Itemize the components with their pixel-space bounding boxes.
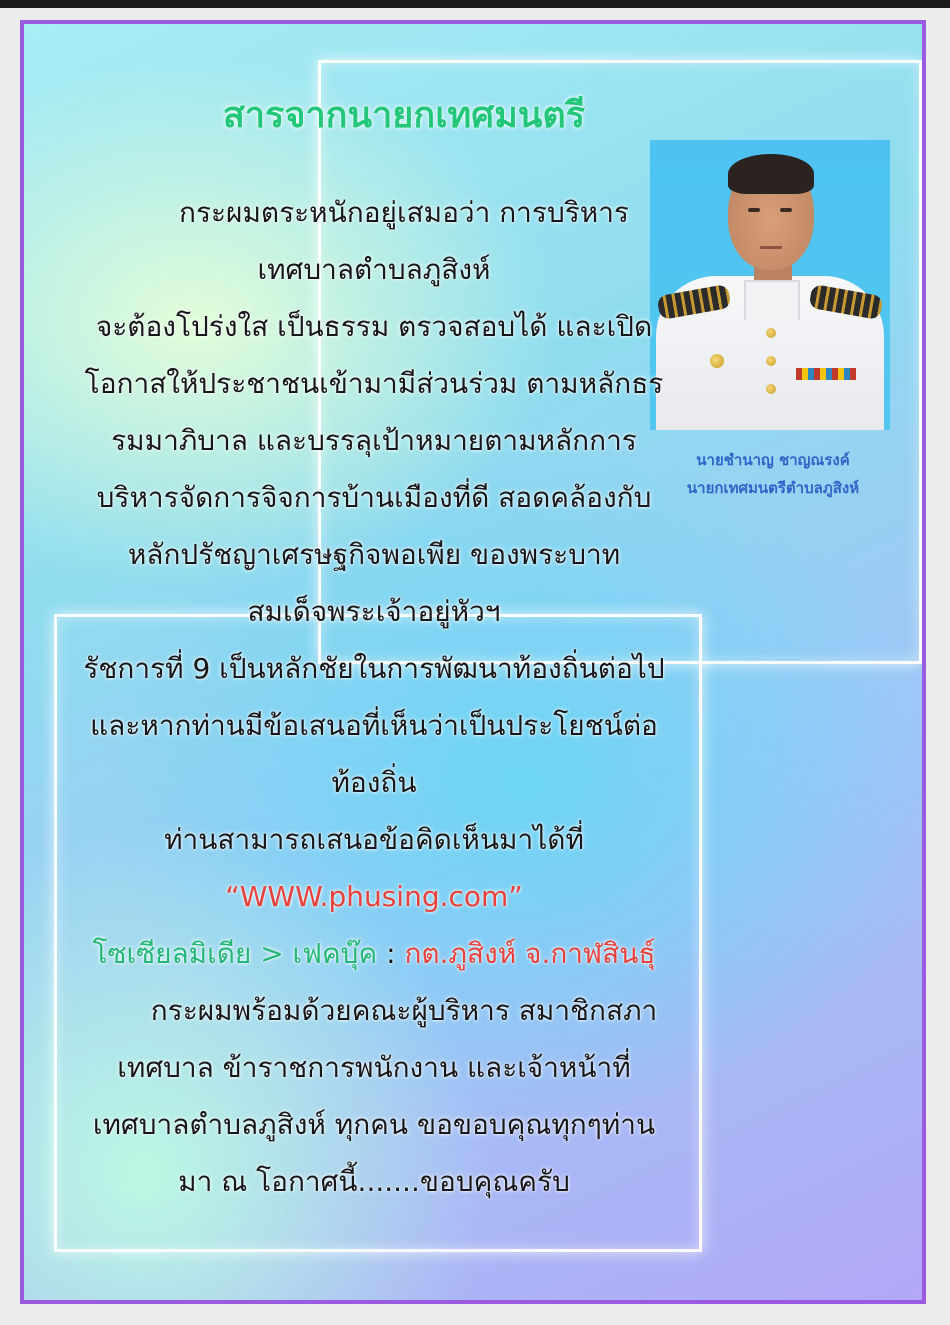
portrait-pin bbox=[710, 354, 724, 368]
portrait-collar bbox=[744, 280, 800, 320]
closing-line: กระผมพร้อมด้วยคณะผู้บริหาร สมาชิกสภา bbox=[150, 994, 658, 1027]
portrait-button bbox=[766, 328, 776, 338]
message-line: โอกาสให้ประชาชนเข้ามามีส่วนร่วม ตามหลักธร bbox=[84, 367, 664, 400]
top-bar bbox=[0, 0, 950, 8]
message-line: ท้องถิ่น bbox=[331, 766, 417, 799]
social-line bbox=[54, 925, 694, 982]
facebook-page-name[interactable]: กต.ภูสิงห์ จ.กาฬสินธุ์ bbox=[404, 937, 656, 970]
portrait-eye-right bbox=[780, 208, 792, 212]
closing-line: มา ณ โอกาศนี้.......ขอบคุณครับ bbox=[178, 1165, 570, 1198]
message-line: หลักปรัชญาเศรษฐกิจพอเพีย ของพระบาท bbox=[127, 538, 621, 571]
message-line: กระผมตระหนักอยู่เสมอว่า การบริหาร bbox=[179, 196, 629, 229]
social-label: โซเซียลมิเดีย > เฟคบุ๊ค bbox=[92, 937, 378, 970]
portrait-mouth bbox=[760, 246, 782, 249]
message-poster bbox=[20, 20, 926, 1304]
message-line: จะต้องโปร่งใส เป็นธรรม ตรวจสอบได้ และเปิด bbox=[95, 310, 653, 343]
message-line: สมเด็จพระเจ้าอยู่หัวฯ bbox=[247, 595, 501, 628]
portrait-button bbox=[766, 384, 776, 394]
poster-title: สารจากนายกเทศมนตรี bbox=[222, 95, 586, 136]
message-line: และหากท่านมีข้อเสนอที่เห็นว่าเป็นประโยชน์ต่อ bbox=[90, 709, 658, 742]
message-line: บริหารจัดการจิจการบ้านเมืองที่ดี สอดคล้องกับ bbox=[96, 481, 652, 514]
mayor-position: นายกเทศมนตรีตำบลภูสิงห์ bbox=[686, 479, 860, 497]
social-separator: : bbox=[377, 937, 405, 970]
message-body bbox=[54, 184, 694, 1210]
message-line: เทศบาลตำบลภูสิงห์ bbox=[257, 253, 491, 286]
closing-line: เทศบาล ข้าราชการพนักงาน และเจ้าหน้าที่ bbox=[117, 1051, 631, 1084]
message-line: ท่านสามารถเสนอข้อคิดเห็นมาได้ที่ bbox=[164, 823, 584, 856]
portrait-hair bbox=[728, 154, 814, 194]
portrait-button bbox=[766, 356, 776, 366]
message-line: รัชการที่ 9 เป็นหลักชัยในการพัฒนาท้องถิ่นต่อไป bbox=[83, 652, 665, 685]
closing-line: เทศบาลตำบลภูสิงห์ ทุกคน ขอขอบคุณทุกๆท่าน bbox=[92, 1108, 656, 1141]
portrait-medal-ribbon bbox=[796, 368, 856, 380]
mayor-name: นายชำนาญ ชาญณรงค์ bbox=[696, 451, 850, 469]
portrait-eye-left bbox=[748, 208, 760, 212]
message-line: รมมาภิบาล และบรรลุเป้าหมายตามหลักการ bbox=[111, 424, 637, 457]
website-link[interactable]: “WWW.phusing.com” bbox=[225, 880, 523, 913]
